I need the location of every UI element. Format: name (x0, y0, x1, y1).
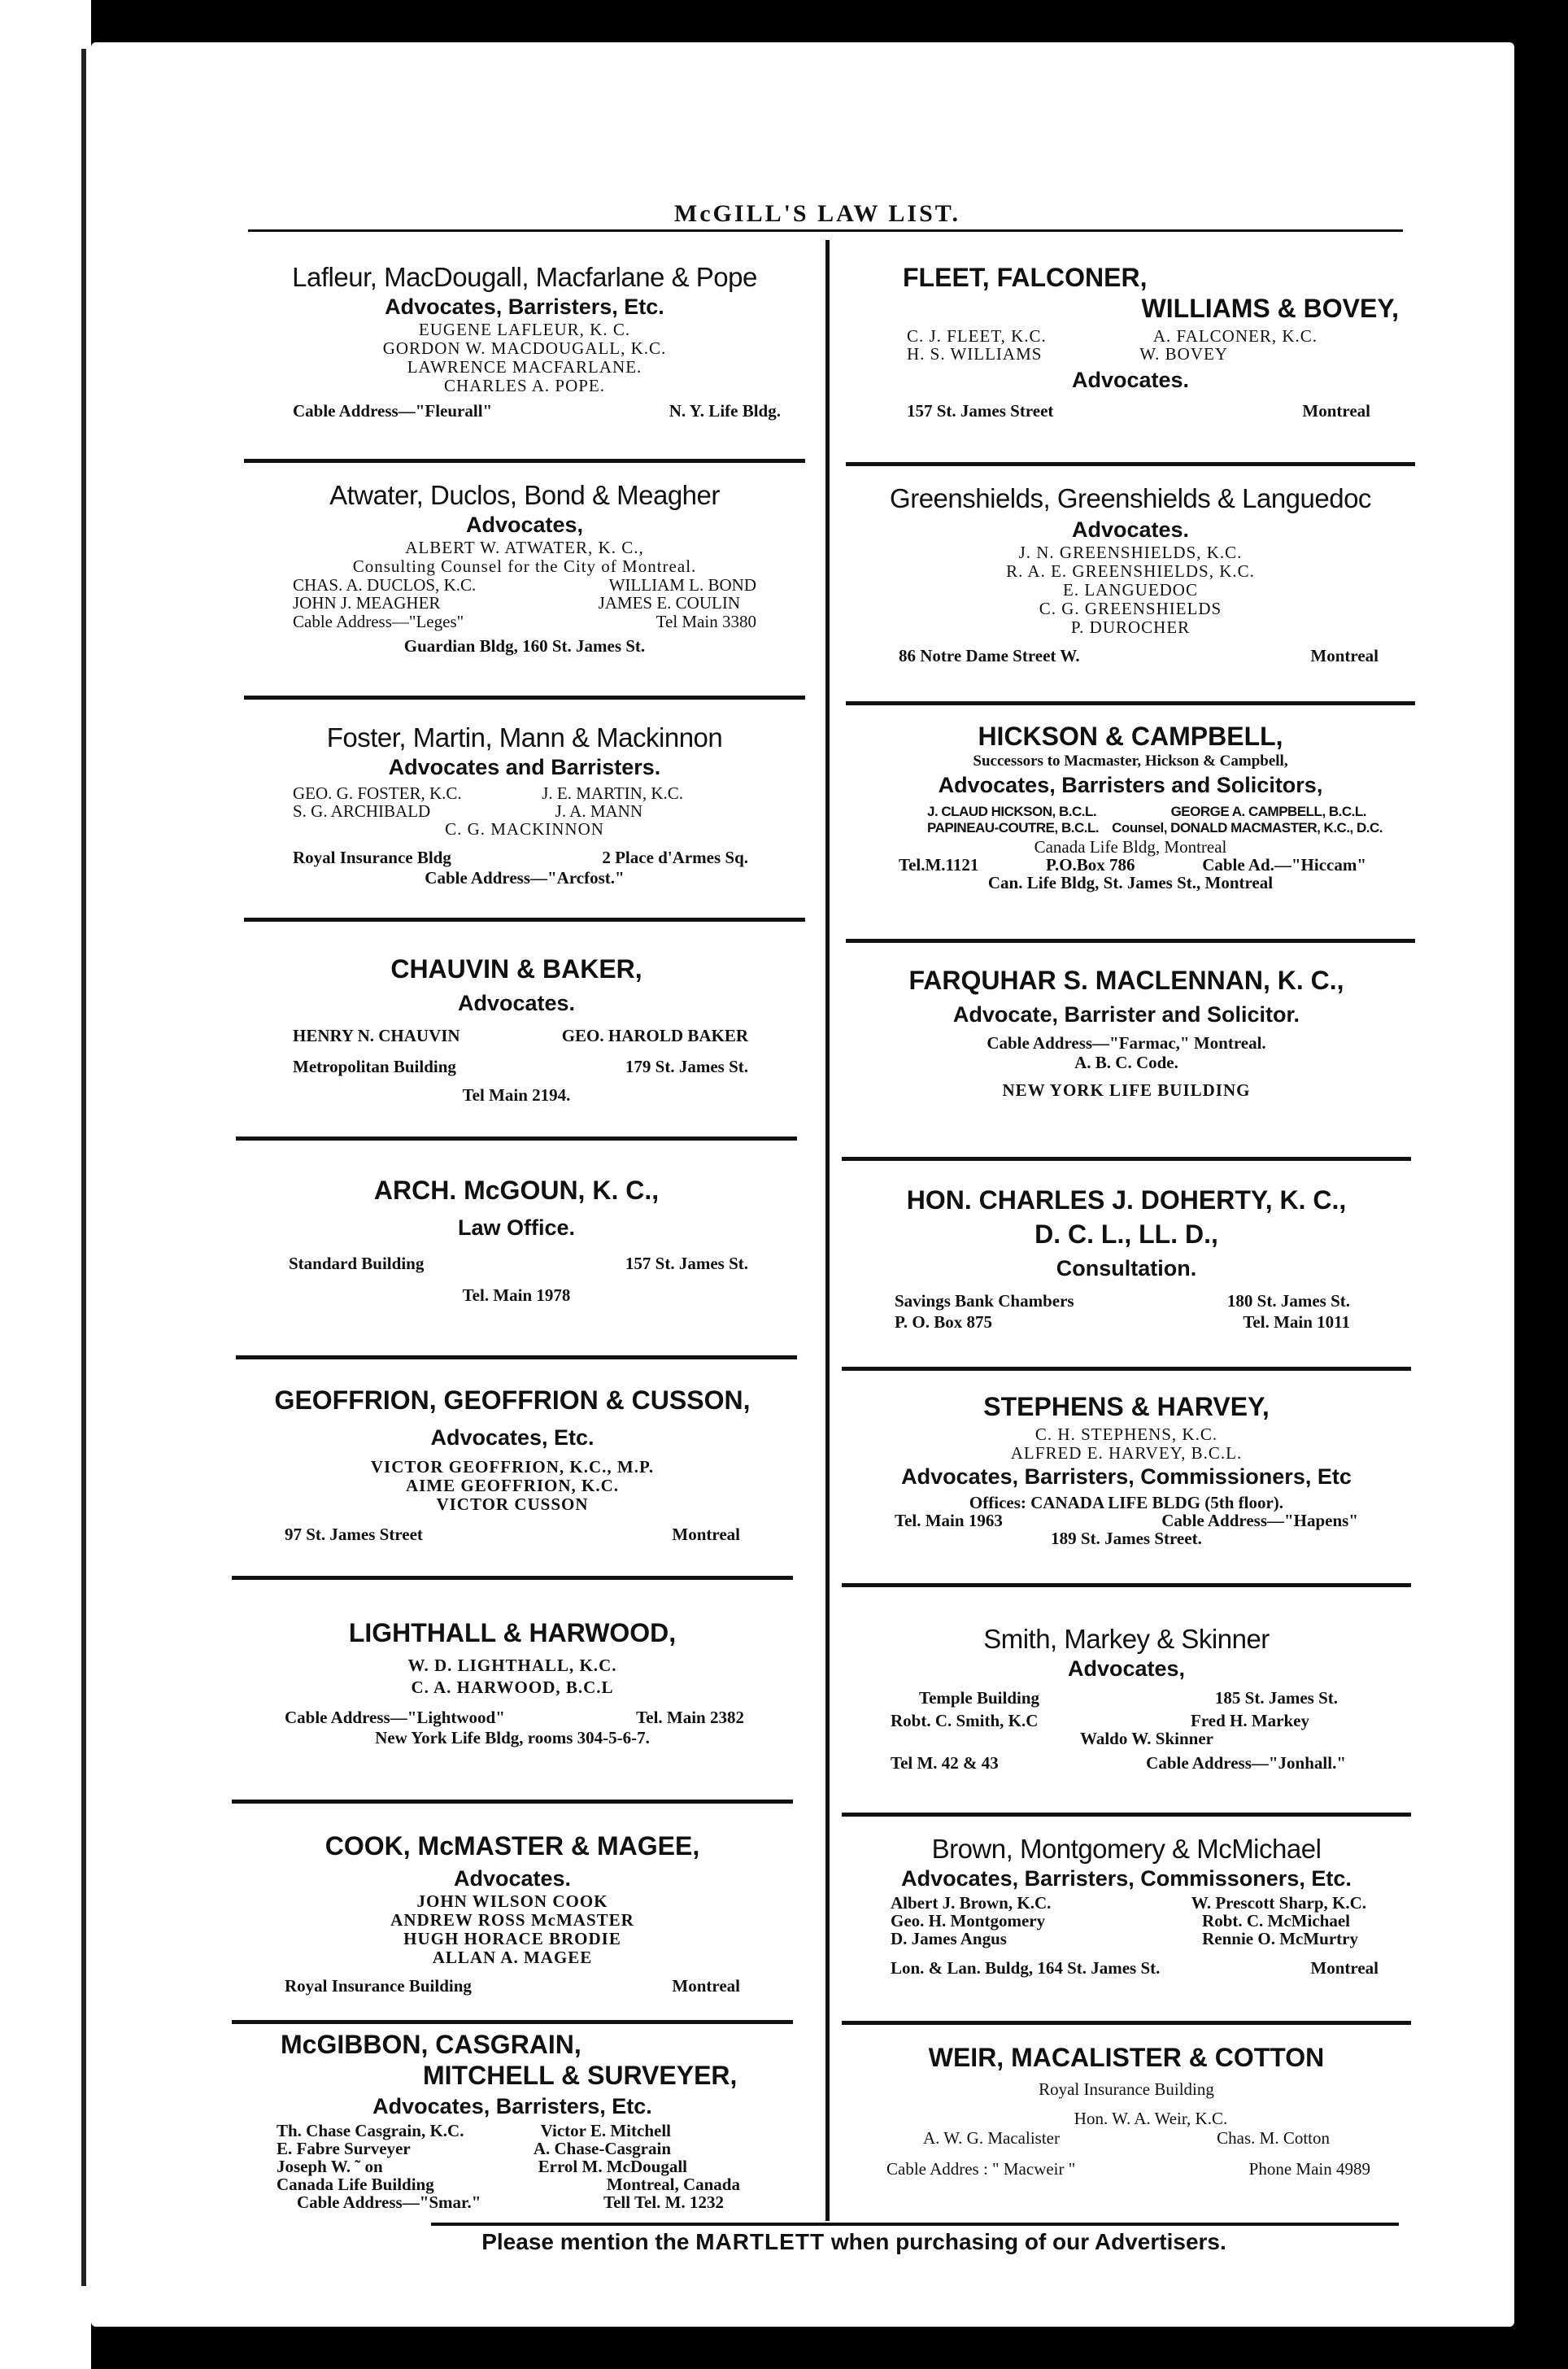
card-separator (846, 939, 1415, 943)
phone: Phone Main 4989 (1248, 2159, 1370, 2179)
cable-address: Cable Address—"Smar." (297, 2192, 481, 2212)
contact-row (895, 1311, 1350, 1333)
building: Standard Building (289, 1254, 425, 1273)
card-geoffrion (232, 1385, 793, 1545)
firm-subtitle: Advocates, Etc. (430, 1425, 595, 1450)
firm-subtitle: Advocates. (1071, 368, 1190, 392)
partner: ALLAN A. MAGEE (432, 1948, 593, 1967)
building: Temple Building (919, 1688, 1040, 1708)
partner: JOHN J. MEAGHER (293, 593, 441, 613)
firm-name-cont: D. C. L., LL. D., (1034, 1219, 1218, 1249)
partner: CHAS. A. DUCLOS, K.C. (293, 575, 477, 595)
footer-rule (431, 2223, 1399, 2226)
name-pair (277, 2122, 671, 2140)
card-separator (846, 701, 1415, 705)
city: Montreal (672, 1976, 740, 1996)
name-pair (891, 1930, 1358, 1948)
partner: Th. Chase Casgrain, K.C. (277, 2121, 464, 2140)
address: Canada Life Bldg, Montreal (1034, 837, 1227, 857)
building: NEW YORK LIFE BUILDING (1002, 1080, 1251, 1100)
cable-address: Cable Address—"Arcfost." (425, 868, 625, 888)
address-row (285, 1524, 740, 1545)
firm-name: Lafleur, MacDougall, Macfarlane & Pope (292, 262, 757, 292)
partner: J. A. MANN (555, 801, 642, 821)
card-mcgoun (236, 1175, 797, 1305)
firm-name: COOK, McMASTER & MAGEE, (324, 1831, 700, 1861)
partner: Chas. M. Cotton (1217, 2128, 1330, 2148)
partner: JOHN WILSON COOK (416, 1891, 608, 1911)
contact-row (886, 2159, 1370, 2179)
card-hickson (846, 721, 1415, 892)
firm-name: FARQUHAR S. MACLENNAN, K. C., (908, 966, 1344, 995)
address: 86 Notre Dame Street W. (899, 646, 1080, 665)
name-pair (907, 345, 1228, 363)
partner: W. BOVEY (1139, 344, 1228, 364)
partner: LAWRENCE MACFARLANE. (407, 357, 642, 377)
name-pair (293, 1025, 748, 1046)
firm-name: LIGHTHALL & HARWOOD, (348, 1618, 677, 1647)
partner: ALFRED E. HARVEY, B.C.L. (1010, 1443, 1243, 1463)
cable-address: Cable Address—"Hapens" (1161, 1511, 1358, 1530)
partner: PAPINEAU-COUTRE, B.C.L. (927, 820, 1100, 835)
address: Can. Life Bldg, St. James St., Montreal (987, 873, 1274, 892)
partner: D. James Angus (891, 1929, 1007, 1948)
card-smith (842, 1624, 1411, 1773)
partner: H. S. WILLIAMS (907, 344, 1043, 364)
card-separator (842, 1157, 1411, 1161)
partner: Waldo W. Skinner (1080, 1729, 1213, 1748)
address-row (907, 400, 1370, 421)
card-separator (842, 1367, 1411, 1371)
name-pair (891, 1894, 1366, 1912)
header-rule (248, 229, 1403, 232)
address-row (919, 1687, 1338, 1708)
footer-text: Please mention the (481, 2229, 696, 2254)
address-row (293, 847, 748, 868)
firm-subtitle: Advocates and Barristers. (388, 755, 661, 779)
partner: VICTOR CUSSON (436, 1494, 589, 1514)
binding-edge (81, 49, 86, 2286)
cable-address: Cable Addres : " Macweir " (886, 2159, 1076, 2179)
partner: GEORGE A. CAMPBELL, B.C.L. (1170, 804, 1366, 819)
phone: Tel Main 3380 (656, 612, 756, 631)
card-mcgibbon (232, 2029, 793, 2211)
binding-margin (0, 0, 91, 2369)
partner: C. J. FLEET, K.C. (907, 326, 1047, 346)
partner: W. Prescott Sharp, K.C. (1191, 1893, 1366, 1913)
firm-name-cont: WILLIAMS & BOVEY, (1141, 294, 1399, 323)
card-separator (842, 1583, 1411, 1587)
partner: WILLIAM L. BOND (608, 575, 756, 595)
partner: Joseph W. ˜ on (277, 2157, 383, 2176)
card-separator (244, 459, 805, 463)
firm-subtitle: Advocates. (453, 1866, 572, 1891)
firm-subtitle: Advocates, Barristers and Solicitors, (938, 773, 1323, 797)
address: 189 St. James Street. (1051, 1529, 1202, 1548)
card-lighthall (232, 1617, 793, 1747)
building: N. Y. Life Bldg. (669, 401, 781, 421)
name-pair (277, 2140, 671, 2157)
firm-subtitle: Law Office. (457, 1215, 576, 1240)
cable-address: Cable Address—"Fleurall" (293, 401, 493, 421)
firm-name: WEIR, MACALISTER & COTTON (928, 2043, 1325, 2072)
po-box: P. O. Box 875 (895, 1312, 992, 1332)
partner: E. LANGUEDOC (1063, 580, 1198, 600)
city: Montreal (1310, 1958, 1379, 1978)
phone: Tel M. 42 & 43 (891, 1753, 999, 1773)
card-separator (232, 1576, 793, 1580)
partner: Albert J. Brown, K.C. (891, 1893, 1052, 1913)
card-separator (236, 1137, 797, 1141)
cable-address: Cable Address—"Lightwood" (285, 1708, 505, 1727)
partner: J. N. GREENSHIELDS, K.C. (1018, 543, 1243, 562)
name-pair (923, 2128, 1330, 2148)
card-separator (232, 1800, 793, 1804)
name-pair (891, 1912, 1350, 1930)
partner: R. A. E. GREENSHIELDS, K.C. (1006, 561, 1255, 581)
name-pair (293, 594, 740, 612)
firm-name-cont: MITCHELL & SURVEYER, (423, 2061, 738, 2090)
building: Royal Insurance Building (1039, 2079, 1214, 2099)
code: A. B. C. Code. (1074, 1053, 1178, 1072)
cable-address: Cable Ad.—"Hiccam" (1202, 855, 1366, 875)
offices: Offices: CANADA LIFE BLDG (5th floor). (969, 1493, 1284, 1512)
card-atwater (244, 480, 805, 656)
name-pair (277, 2157, 687, 2175)
partner: AIME GEOFFRION, K.C. (405, 1476, 620, 1495)
name-pair (891, 1712, 1309, 1730)
page-header: McGILL'S LAW LIST. (673, 200, 961, 227)
building: Metropolitan Building (293, 1057, 456, 1076)
firm-name: McGIBBON, CASGRAIN, (281, 2030, 581, 2059)
building: Canada Life Building (277, 2175, 434, 2194)
contact-row (293, 612, 756, 631)
cable-address: Cable Address—"Leges" (293, 612, 464, 631)
address: 2 Place d'Armes Sq. (602, 848, 748, 867)
contact-row (895, 1512, 1358, 1529)
firm-name: GEOFFRION, GEOFFRION & CUSSON, (274, 1385, 751, 1415)
name-pair (927, 820, 1383, 836)
firm-name: Greenshields, Greenshields & Languedoc (890, 483, 1371, 513)
contact-row (285, 1707, 744, 1728)
card-doherty (842, 1184, 1411, 1333)
firm-name: STEPHENS & HARVEY, (983, 1392, 1270, 1421)
firm-name: ARCH. McGOUN, K. C., (373, 1176, 660, 1205)
partner: CHARLES A. POPE. (443, 376, 606, 395)
cable-address: Cable Address—"Jonhall." (1146, 1753, 1346, 1773)
firm-subtitle: Advocates. (457, 991, 576, 1015)
firm-name: CHAUVIN & BAKER, (390, 954, 642, 984)
firm-name: Foster, Martin, Mann & Mackinnon (326, 722, 723, 753)
contact-row (891, 1752, 1346, 1773)
firm-subtitle: Advocates. (1071, 517, 1190, 542)
name-pair (907, 327, 1318, 345)
phone: Tel. Main 2382 (636, 1708, 744, 1727)
firm-subtitle: Advocates, Barristers, Commissoners, Etc. (901, 1866, 1352, 1891)
phone: Tel.M.1121 (899, 855, 979, 875)
firm-name: HON. CHARLES J. DOHERTY, K. C., (906, 1185, 1347, 1215)
partner: Errol M. McDougall (538, 2157, 687, 2176)
address-row (293, 1056, 748, 1077)
partner: Victor E. Mitchell (540, 2121, 671, 2140)
address: 180 St. James St. (1226, 1291, 1350, 1311)
partner: J. E. MARTIN, K.C. (542, 783, 683, 803)
partner: GEO. HAROLD BAKER (561, 1026, 748, 1045)
building: Royal Insurance Building (285, 1976, 472, 1996)
name-pair (293, 802, 642, 820)
counsel-note: Consulting Counsel for the City of Montreal. (352, 556, 697, 576)
address-row (899, 645, 1379, 666)
partner: HENRY N. CHAUVIN (293, 1026, 460, 1045)
address: Lon. & Lan. Buldg, 164 St. James St. (891, 1958, 1161, 1978)
address: New York Life Bldg, rooms 304-5-6-7. (375, 1728, 650, 1747)
firm-name: Brown, Montgomery & McMichael (931, 1834, 1322, 1864)
column-divider (825, 240, 830, 2221)
name-pair (293, 784, 683, 802)
partner: E. Fabre Surveyer (277, 2139, 411, 2158)
partner: Hon. W. A. Weir, K.C. (1074, 2109, 1228, 2128)
cable-address: Cable Address—"Farmac," Montreal. (987, 1033, 1266, 1053)
card-lafleur (244, 262, 805, 421)
card-separator (842, 2021, 1411, 2025)
partner: A. W. G. Macalister (923, 2128, 1060, 2148)
firm-subtitle: Advocate, Barrister and Solicitor. (952, 1002, 1300, 1027)
firm-name: HICKSON & CAMPBELL, (978, 722, 1283, 751)
city: Montreal (1302, 401, 1370, 421)
firm-name: FLEET, FALCONER, (903, 263, 1148, 292)
card-separator (236, 1355, 797, 1359)
partner: ALBERT W. ATWATER, K. C., (405, 538, 644, 557)
partner: EUGENE LAFLEUR, K. C. (418, 320, 631, 339)
city: Montreal (1310, 646, 1379, 665)
partner: Fred H. Markey (1191, 1711, 1309, 1730)
counsel: Counsel, DONALD MACMASTER, K.C., D.C. (1112, 820, 1383, 835)
contact-row (297, 2193, 724, 2211)
partner: Robt. C. McMichael (1202, 1911, 1350, 1931)
address: 185 St. James St. (1214, 1688, 1338, 1708)
address-row (277, 2175, 740, 2193)
address: 157 St. James Street (907, 401, 1054, 421)
partner: C. A. HARWOOD, B.C.L (411, 1677, 614, 1697)
phone: Tel Main 2194. (462, 1085, 571, 1105)
partner: Geo. H. Montgomery (891, 1911, 1046, 1931)
city: Montreal, Canada (606, 2175, 740, 2194)
address-row (289, 1253, 748, 1274)
address-row (895, 1290, 1350, 1311)
card-separator (244, 918, 805, 922)
partner: JAMES E. COULIN (598, 593, 740, 613)
card-maclennan (842, 965, 1411, 1100)
building: Savings Bank Chambers (895, 1291, 1074, 1311)
partner: J. CLAUD HICKSON, B.C.L. (927, 804, 1097, 819)
po-box: P.O.Box 786 (1046, 855, 1135, 875)
contact-row (899, 856, 1366, 874)
building: Royal Insurance Bldg (293, 848, 451, 867)
address: Guardian Bldg, 160 St. James St. (403, 636, 646, 656)
address-row (293, 400, 781, 421)
address-row (285, 1975, 740, 1996)
phone: Tell Tel. M. 1232 (603, 2192, 724, 2212)
partner: W. D. LIGHTHALL, K.C. (407, 1656, 617, 1675)
card-greenshields (846, 483, 1415, 666)
phone: Tel. Main 1963 (895, 1511, 1003, 1530)
card-brown (842, 1834, 1411, 1979)
successors-note: Successors to Macmaster, Hickson & Campbell, (973, 753, 1288, 770)
address: 157 St. James St. (625, 1254, 748, 1273)
name-pair (927, 804, 1366, 820)
address: 179 St. James St. (625, 1057, 748, 1076)
partner: HUGH HORACE BRODIE (403, 1929, 621, 1948)
brand-name: MARTLETT (695, 2229, 825, 2254)
phone: Tel. Main 1978 (462, 1285, 571, 1305)
partner: ANDREW ROSS McMASTER (390, 1910, 634, 1930)
partner: P. DUROCHER (1070, 617, 1191, 637)
partner: Rennie O. McMurtry (1202, 1929, 1358, 1948)
address: 97 St. James Street (285, 1525, 423, 1544)
firm-subtitle: Advocates, Barristers, Etc. (385, 294, 664, 319)
firm-subtitle: Consultation. (1056, 1256, 1197, 1280)
card-weir (842, 2042, 1411, 2179)
firm-name: Atwater, Duclos, Bond & Meagher (329, 480, 720, 510)
firm-name: Smith, Markey & Skinner (983, 1624, 1270, 1654)
firm-subtitle: Advocates, (1067, 1656, 1186, 1681)
footer-text: when purchasing of our Advertisers. (825, 2229, 1226, 2254)
address-row (891, 1957, 1379, 1979)
card-cook (232, 1830, 793, 1996)
partner: A. Chase-Casgrain (533, 2139, 671, 2158)
card-foster (244, 722, 805, 888)
city: Montreal (672, 1525, 740, 1544)
firm-subtitle: Advocates, Barristers, Commissioners, Etc (901, 1464, 1352, 1489)
firm-subtitle: Advocates, Barristers, Etc. (372, 2094, 652, 2118)
name-pair (293, 576, 756, 594)
partner: Robt. C. Smith, K.C (891, 1711, 1039, 1730)
card-separator (842, 1813, 1411, 1817)
card-separator (232, 2020, 793, 2024)
card-separator (244, 696, 805, 700)
card-chauvin (236, 953, 797, 1105)
partner: GORDON W. MACDOUGALL, K.C. (382, 338, 667, 358)
partner: C. H. STEPHENS, K.C. (1034, 1424, 1218, 1444)
partner: GEO. G. FOSTER, K.C. (293, 783, 462, 803)
partner: A. FALCONER, K.C. (1152, 326, 1318, 346)
card-fleet (846, 262, 1415, 421)
partner: VICTOR GEOFFRION, K.C., M.P. (370, 1457, 655, 1477)
footer-notice (325, 2229, 1383, 2255)
partner: C. G. MACKINNON (445, 819, 604, 839)
partner: C. G. GREENSHIELDS (1039, 599, 1222, 618)
card-separator (846, 462, 1415, 466)
firm-subtitle: Advocates, (465, 513, 584, 537)
card-stephens (842, 1391, 1411, 1547)
phone: Tel. Main 1011 (1243, 1312, 1350, 1332)
partner: S. G. ARCHIBALD (293, 801, 431, 821)
